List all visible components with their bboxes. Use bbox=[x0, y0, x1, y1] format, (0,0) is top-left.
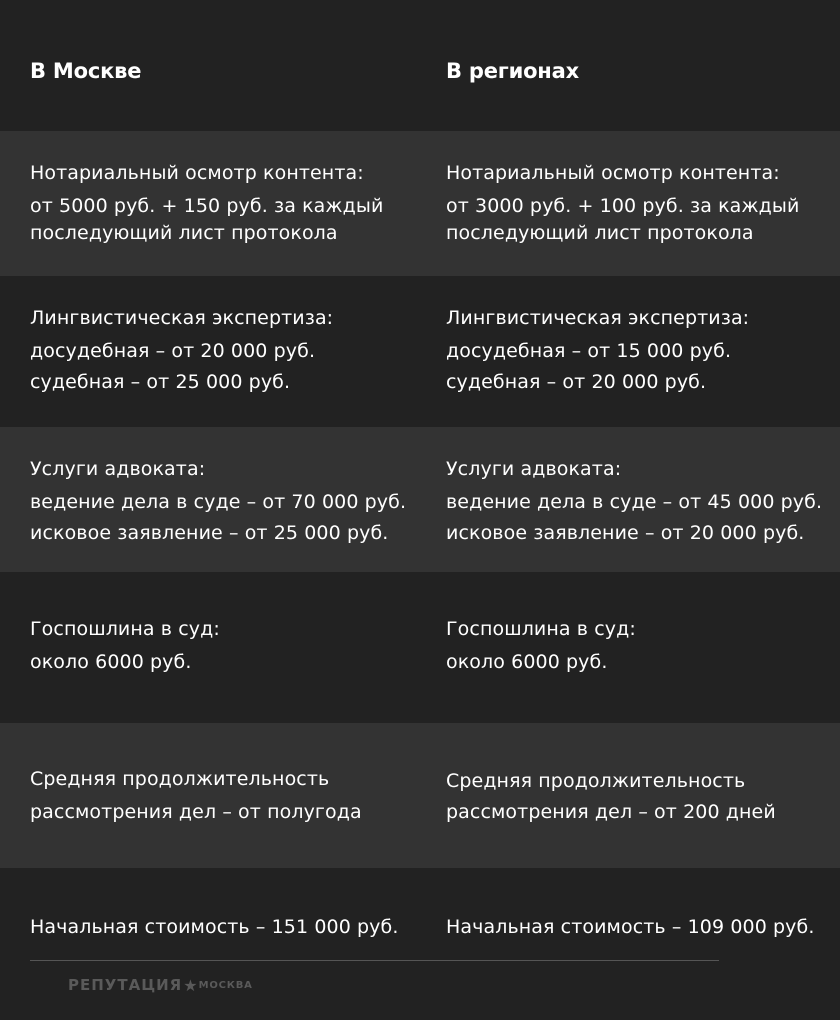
table-row-linguistic bbox=[0, 276, 840, 427]
table-row-duration bbox=[0, 723, 840, 868]
cell-line: рассмотрения дел – от 200 дней bbox=[446, 801, 776, 823]
cell-moscow-notary bbox=[30, 158, 383, 249]
cell-regions-court-fee bbox=[446, 614, 636, 678]
cell-regions-linguistic bbox=[446, 303, 749, 398]
table-row-notary bbox=[0, 131, 840, 276]
logo-city-text: МОСКВА bbox=[198, 979, 253, 991]
cell-line: последующий лист протокола bbox=[30, 222, 338, 244]
cell-line: ведение дела в суде – от 70 000 руб. bbox=[30, 491, 407, 513]
table-header bbox=[0, 0, 840, 131]
table-row-court-fee bbox=[0, 572, 840, 723]
cell-line: последующий лист протокола bbox=[446, 222, 754, 244]
cell-line: от 5000 руб. + 150 руб. за каждый bbox=[30, 195, 384, 217]
cell-line: около 6000 руб. bbox=[30, 651, 192, 673]
cell-line: рассмотрения дел – от полугода bbox=[30, 801, 362, 823]
cell-line: Средняя продолжительность bbox=[446, 770, 746, 792]
logo-brand-text: РЕПУТАЦИЯ bbox=[68, 976, 183, 994]
cell-line: Услуги адвоката: bbox=[30, 458, 206, 480]
cell-line: досудебная – от 15 000 руб. bbox=[446, 340, 732, 362]
cell-regions-total bbox=[446, 912, 814, 943]
cell-line: Услуги адвоката: bbox=[446, 458, 622, 480]
cell-line: Начальная стоимость – 109 000 руб. bbox=[446, 916, 815, 938]
table-row-lawyer bbox=[0, 427, 840, 572]
header-regions: В регионах bbox=[446, 59, 579, 83]
cell-line: Госпошлина в суд: bbox=[446, 618, 636, 640]
cell-line: Нотариальный осмотр контента: bbox=[446, 162, 780, 184]
cell-moscow-linguistic bbox=[30, 303, 333, 398]
cell-line: судебная – от 25 000 руб. bbox=[30, 371, 291, 393]
brand-logo bbox=[68, 975, 253, 995]
cell-line: судебная – от 20 000 руб. bbox=[446, 371, 707, 393]
footer-divider bbox=[30, 960, 719, 961]
table-row-total bbox=[0, 868, 840, 1020]
cell-line: Лингвистическая экспертиза: bbox=[446, 307, 750, 329]
cell-moscow-duration bbox=[30, 764, 362, 828]
cell-line: досудебная – от 20 000 руб. bbox=[30, 340, 316, 362]
cell-line: Начальная стоимость – 151 000 руб. bbox=[30, 916, 399, 938]
cell-line: Госпошлина в суд: bbox=[30, 618, 220, 640]
cell-line: Лингвистическая экспертиза: bbox=[30, 307, 334, 329]
cell-moscow-total bbox=[30, 912, 398, 943]
cell-line: Средняя продолжительность bbox=[30, 768, 330, 790]
cell-regions-lawyer bbox=[446, 454, 822, 549]
cell-moscow-court-fee bbox=[30, 614, 220, 678]
header-moscow: В Москве bbox=[30, 59, 142, 83]
cell-line: от 3000 руб. + 100 руб. за каждый bbox=[446, 195, 800, 217]
cell-regions-notary bbox=[446, 158, 799, 249]
cell-line: ведение дела в суде – от 45 000 руб. bbox=[446, 491, 823, 513]
cell-line: около 6000 руб. bbox=[446, 651, 608, 673]
cell-line: исковое заявление – от 20 000 руб. bbox=[446, 522, 805, 544]
cell-line: исковое заявление – от 25 000 руб. bbox=[30, 522, 389, 544]
cell-line: Нотариальный осмотр контента: bbox=[30, 162, 364, 184]
cell-regions-duration bbox=[446, 766, 776, 828]
star-icon: ★ bbox=[183, 975, 198, 995]
cell-moscow-lawyer bbox=[30, 454, 406, 549]
